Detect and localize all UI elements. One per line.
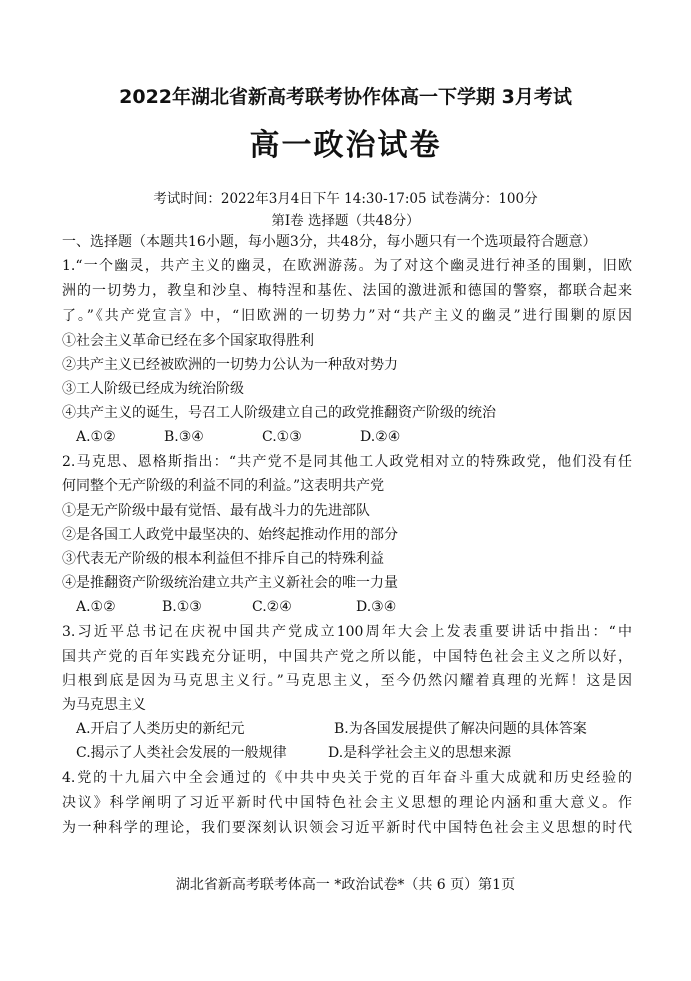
question-2-statement-3: ③代表无产阶级的根本利益但不排斥自己的特殊利益 (62, 551, 384, 567)
question-1-option-d[interactable]: D.②④ (360, 429, 401, 445)
question-1-statement-2: ②共产主义已经被欧洲的一切势力公认为一种敌对势力 (62, 357, 398, 373)
question-2-statement-1: ①是无产阶级中最有觉悟、最有战斗力的先进部队 (62, 503, 370, 519)
question-1-statement-4: ④共产主义的诞生，号召工人阶级建立自己的政党推翻资产阶级的统治 (62, 405, 496, 421)
question-4-stem-line-1: 4.党的十九届六中全会通过的《中共中央关于党的百年奋斗重大成就和历史经验的 (62, 770, 632, 786)
question-2-statement-4: ④是推翻资产阶级统治建立共产主义新社会的唯一力量 (62, 575, 398, 591)
question-2-statement-2: ②是各国工人政党中最坚决的、始终起推动作用的部分 (62, 527, 398, 543)
question-4-stem-line-3: 为一种科学的理论，我们要深刻认识领会习近平新时代中国特色社会主义思想的时代 (62, 820, 632, 836)
question-1-statement-1: ①社会主义革命已经在多个国家取得胜利 (62, 333, 314, 349)
subject-title: 高一政治试卷 (249, 128, 442, 163)
question-3-stem-line-4: 为马克思主义 (62, 697, 146, 713)
section-title: 第Ⅰ卷 选择题（共48分） (271, 213, 420, 229)
question-2-stem-line-1: 2.马克思、恩格斯指出：“共产党不是同其他工人政党相对立的特殊政党，他们没有任 (62, 454, 632, 470)
page-footer: 湖北省新高考联考体高一 *政治试卷*（共 6 页）第1页 (175, 877, 516, 893)
exam-title: 2022年湖北省新高考联考协作体高一下学期 3月考试 (119, 86, 572, 108)
question-3-stem-line-1: 3.习近平总书记在庆祝中国共产党成立100周年大会上发表重要讲话中指出：“中 (62, 624, 632, 640)
question-2-option-a[interactable]: A.①② (76, 599, 116, 615)
question-3-stem-line-2: 国共产党的百年实践充分证明，中国共产党之所以能，中国特色社会主义之所以好， (62, 649, 632, 665)
question-3-option-c[interactable]: C.揭示了人类社会发展的一般规律 (76, 745, 287, 761)
question-1-stem-line-2: 洲的一切势力，教皇和沙皇、梅特涅和基佐、法国的激进派和德国的警察，都联合起来 (62, 283, 632, 299)
question-2-option-d[interactable]: D.③④ (356, 599, 397, 615)
question-3-stem-line-3: 归根到底是因为马克思主义行。”马克思主义，至今仍然闪耀着真理的光辉！这是因 (62, 673, 632, 689)
question-1-option-a[interactable]: A.①② (76, 429, 116, 445)
question-3-option-b[interactable]: B.为各国发展提供了解决问题的具体答案 (334, 721, 587, 737)
question-4-stem-line-2: 决议》科学阐明了习近平新时代中国特色社会主义思想的理论内涵和重大意义。作 (62, 795, 632, 811)
question-2-option-b[interactable]: B.①③ (162, 599, 202, 615)
question-1-stem-line-3: 了。”《共产党宣言》中，“旧欧洲的一切势力”对“共产主义的幽灵”进行围剿的原因 (62, 308, 632, 324)
question-3-option-a[interactable]: A.开启了人类历史的新纪元 (76, 721, 245, 737)
question-2-option-c[interactable]: C.②④ (252, 599, 292, 615)
question-1-statement-3: ③工人阶级已经成为统治阶级 (62, 381, 244, 397)
question-1-option-b[interactable]: B.③④ (164, 429, 204, 445)
question-3-option-d[interactable]: D.是科学社会主义的思想来源 (328, 745, 512, 761)
question-2-stem-line-2: 何同整个无产阶级的利益不同的利益。”这表明共产党 (62, 478, 385, 494)
section-instructions: 一、选择题（本题共16小题，每小题3分，共48分，每小题只有一个选项最符合题意） (62, 234, 597, 250)
question-1-stem-line-1: 1.“一个幽灵，共产主义的幽灵，在欧洲游荡。为了对这个幽灵进行神圣的围剿，旧欧 (62, 258, 632, 274)
question-1-option-c[interactable]: C.①③ (262, 429, 302, 445)
exam-info: 考试时间：2022年3月4日下午 14:30-17:05 试卷满分：100分 (153, 191, 538, 207)
